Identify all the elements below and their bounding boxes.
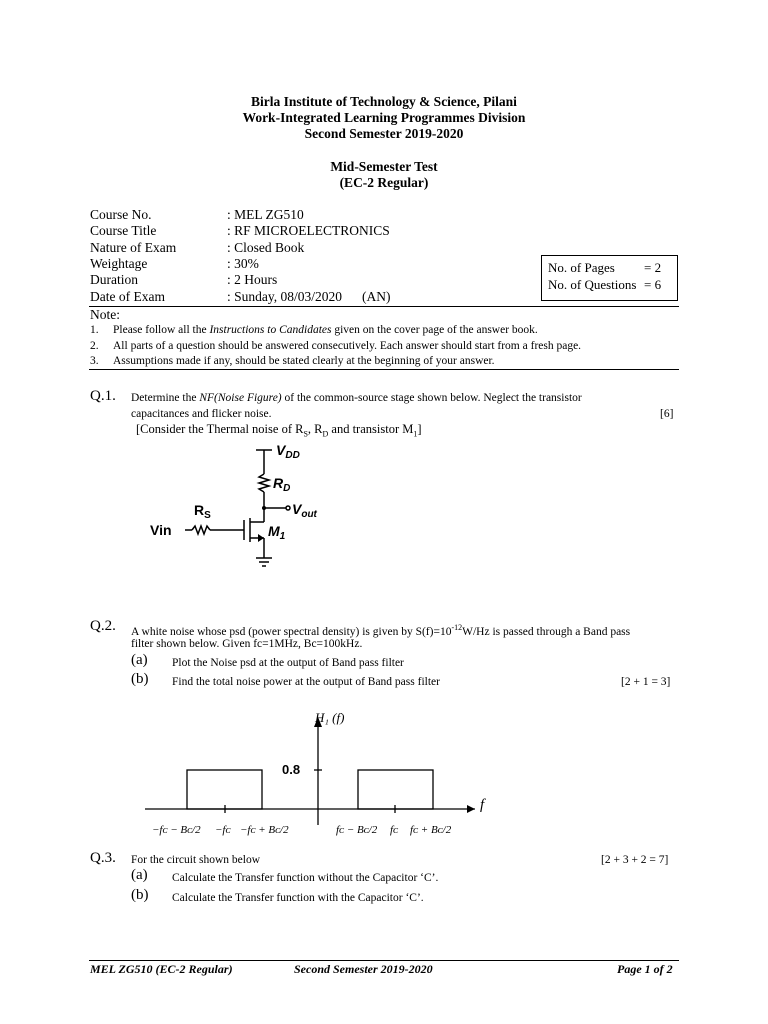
pages-label: No. of Pages xyxy=(548,260,615,275)
level-label: 0.8 xyxy=(282,762,301,777)
note-1: Please follow all the Instructions to Candidates given on the cover page of the answer book. xyxy=(113,324,538,336)
q1-line-3: [Consider the Thermal noise of $R_S$, $R_D$ and transistor $M_1$] xyxy=(136,422,422,439)
tick-label-4: fᴄ − Bᴄ/2 xyxy=(336,824,378,836)
test-subtitle: (EC-2 Regular) xyxy=(339,175,429,190)
q2-line-1: A white noise whose psd (power spectral density) is given by $S(f)=10^{-12}W/Hz$ is passed through a Band pass xyxy=(131,623,631,638)
q1-line-2: capacitances and flicker noise. xyxy=(131,408,272,420)
q1-marks: [6] xyxy=(660,408,674,420)
rs-label: $R_S$ xyxy=(194,502,211,521)
info-label-weightage: Weightage xyxy=(90,256,148,271)
footer-page-number: Page 1 of 2 xyxy=(617,962,673,976)
note-3-number: 3. xyxy=(90,355,99,367)
info-value-date: : Sunday, 08/03/2020 xyxy=(227,289,343,304)
q2-marks: [2 + 1 = 3] xyxy=(621,676,671,688)
info-value-course-title: : RF MICROELECTRONICS xyxy=(227,223,390,238)
q3b-text: Calculate the Transfer function with the Capacitor ‘C’. xyxy=(172,892,424,904)
footer-semester: Second Semester 2019-2020 xyxy=(294,962,433,976)
division-name: Work-Integrated Learning Programmes Division xyxy=(242,110,526,125)
rd-resistor xyxy=(259,474,269,492)
pages-questions-box xyxy=(541,255,678,301)
info-value-weightage: : 30% xyxy=(227,256,259,271)
q2a-text: Plot the Noise psd at the output of Band pass filter xyxy=(172,657,404,669)
divider-notes xyxy=(89,369,679,370)
questions-label: No. of Questions xyxy=(548,277,637,292)
tick-label-2: −fᴄ xyxy=(215,824,231,836)
info-label-course-no: Course No. xyxy=(90,207,152,222)
source-arrow xyxy=(258,534,264,542)
passband-negative xyxy=(187,770,262,809)
q3-marks: [2 + 3 + 2 = 7] xyxy=(601,854,669,866)
note-3: Assumptions made if any, should be stated clearly at the beginning of your answer. xyxy=(113,355,495,367)
test-title: Mid-Semester Test xyxy=(330,159,438,174)
q3a-text: Calculate the Transfer function without the Capacitor ‘C’. xyxy=(172,872,439,884)
q2b-text: Find the total noise power at the output of Band pass filter xyxy=(172,676,440,688)
vdd-label: $V_{DD}$ xyxy=(276,442,300,461)
y-axis-label: H₁ (f) xyxy=(315,710,345,725)
info-value-nature: : Closed Book xyxy=(227,240,305,255)
common-source-circuit xyxy=(140,440,340,580)
passband-positive xyxy=(358,770,433,809)
m1-label: $M_1$ xyxy=(268,523,286,542)
note-title: Note: xyxy=(90,307,120,322)
pages-value: = 2 xyxy=(644,260,662,275)
q2a-label: (a) xyxy=(131,652,148,668)
info-label-duration: Duration xyxy=(90,272,138,287)
institute-name: Birla Institute of Technology & Science, Pilani xyxy=(251,94,517,109)
note-2-number: 2. xyxy=(90,340,99,352)
q2-number: Q.2. xyxy=(90,618,116,634)
x-arrow xyxy=(467,805,475,813)
info-label-course-title: Course Title xyxy=(90,223,157,238)
vout-label: $V_{out}$ xyxy=(292,501,317,520)
tick-label-1: −fᴄ − Bᴄ/2 xyxy=(152,824,201,836)
tick-label-6: fᴄ + Bᴄ/2 xyxy=(410,824,452,836)
q2-line-2: filter shown below. Given fc=1MHz, Bc=100kHz. xyxy=(131,638,363,650)
footer-course: MEL ZG510 (EC-2 Regular) xyxy=(90,962,233,976)
drain-node xyxy=(262,506,266,510)
rs-resistor xyxy=(192,526,210,534)
q2b-label: (b) xyxy=(131,671,149,687)
note-1-number: 1. xyxy=(90,324,99,336)
divider-top xyxy=(89,306,679,307)
tick-label-3: −fᴄ + Bᴄ/2 xyxy=(240,824,289,836)
tick-label-5: fᴄ xyxy=(390,824,399,836)
vout-node xyxy=(286,506,290,510)
bandpass-filter-graph xyxy=(140,705,500,850)
q3a-label: (a) xyxy=(131,867,148,883)
vin-label: Vin xyxy=(150,522,172,538)
note-2: All parts of a question should be answered consecutively. Each answer should start from a fresh page. xyxy=(113,340,582,352)
q1-number: Q.1. xyxy=(90,388,116,404)
rd-label: $R_D$ xyxy=(273,475,291,494)
x-axis-label: f xyxy=(480,797,485,813)
questions-value: = 6 xyxy=(644,277,662,292)
info-label-date: Date of Exam xyxy=(90,289,165,304)
q1-line-1: Determine the NF(Noise Figure) of the common-source stage shown below. Neglect the transistor xyxy=(131,392,582,404)
info-label-nature: Nature of Exam xyxy=(90,240,177,255)
info-value-duration: : 2 Hours xyxy=(227,272,278,287)
q3b-label: (b) xyxy=(131,887,149,903)
semester-heading: Second Semester 2019-2020 xyxy=(304,126,464,141)
footer-divider xyxy=(89,960,679,961)
q3-line-1: For the circuit shown below xyxy=(131,854,261,866)
q3-number: Q.3. xyxy=(90,850,116,866)
info-value-course-no: : MEL ZG510 xyxy=(227,207,304,222)
info-session: (AN) xyxy=(362,289,391,304)
